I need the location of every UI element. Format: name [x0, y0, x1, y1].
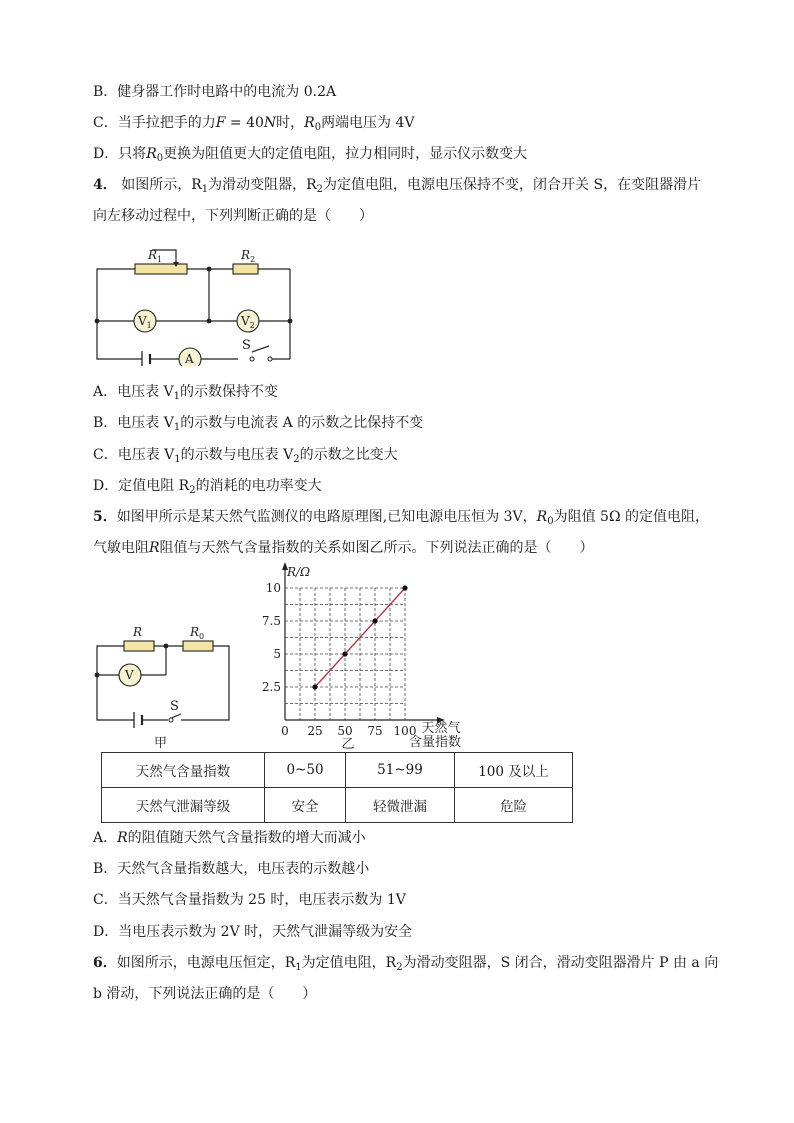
y-tick-label: 7.5: [261, 614, 281, 628]
q5-circuit-diagram: [88, 622, 238, 752]
table-cell: 天然气泄漏等级: [102, 788, 265, 823]
q6-stem-line1: 6．如图所示，电源电压恒定，$R_1$为定值电阻，$R_2$为滑动变阻器，S 闭合，滑动变阻器滑片 P 由 a 向: [93, 955, 719, 973]
table-row: [102, 788, 573, 823]
q3-option-c: C．当手拉把手的力F = 40N时，$R_0$两端电压为 4V: [93, 115, 415, 133]
table-cell: 轻微泄漏: [346, 788, 455, 823]
x-axis-label: 天然气: [421, 721, 461, 736]
table-row: [102, 753, 573, 788]
q4-switch-icon: [250, 357, 254, 361]
svg-text:R0: $R_0$: [190, 625, 205, 641]
svg-text:V1: $V_1$: [138, 314, 152, 330]
q5-option-b: B．天然气含量指数越大，电压表的示数越小: [93, 861, 370, 877]
svg-text:R: R: [133, 625, 143, 639]
q5-option-a: A．R的阻值随天然气含量指数的增大而减小: [93, 830, 366, 846]
q5-leak-level-table: [101, 752, 573, 823]
table-cell: 危险: [455, 788, 573, 823]
svg-text:R2: $R_2$: [241, 248, 256, 264]
q4-option-c: C．电压表 $V_1$的示数与电压表 $V_2$的示数之比变大: [93, 447, 398, 465]
q5-r0-resistor: [183, 641, 213, 651]
x-tick-label: 75: [367, 724, 383, 738]
q6-stem-line2: b 滑动，下列说法正确的是（ ）: [93, 986, 317, 1002]
table-cell: 天然气含量指数: [102, 753, 265, 788]
y-axis-label: R/Ω: [287, 565, 311, 579]
svg-text:V: V: [125, 668, 134, 682]
q4-circuit-diagram: [90, 238, 300, 366]
q5-stem-line2: 气敏电阻R阻值与天然气含量指数的关系如图乙所示。下列说法正确的是（ ）: [93, 540, 594, 556]
table-cell: 100 及以上: [455, 753, 573, 788]
q3-option-b: B．健身器工作时电路中的电流为 0.2A: [93, 84, 337, 100]
svg-text:S: S: [170, 699, 179, 714]
table-cell: 0~50: [265, 753, 346, 788]
x-axis-label: 含量指数: [408, 735, 462, 750]
q5-stem-line1: 5．如图甲所示是某天然气监测仪的电路原理图,已知电源电压恒为 3V，$R_0$为阻值 5Ω 的定值电阻，: [93, 509, 710, 527]
data-point: [372, 618, 377, 623]
q3-option-d: D．只将$R_0$更换为阻值更大的定值电阻，拉力相同时，显示仪示数变大: [93, 146, 528, 164]
chart-caption: 乙: [341, 737, 355, 752]
q5-switch-icon: [169, 718, 173, 722]
data-point: [402, 585, 407, 590]
q5-option-c: C．当天然气含量指数为 25 时，电压表示数为 1V: [93, 892, 406, 908]
q5-graph-chart: [258, 562, 483, 752]
table-cell: 安全: [265, 788, 346, 823]
y-tick-label: 10: [265, 581, 281, 595]
q4-stem-line2: 向左移动过程中，下列判断正确的是（ ）: [93, 208, 373, 224]
y-tick-label: 5: [273, 647, 281, 661]
q4-option-d: D．定值电阻 $R_2$的消耗的电功率变大: [93, 478, 322, 496]
svg-text:R1: $R_1$: [148, 248, 163, 264]
q4-r1-resistor: [135, 264, 187, 274]
q5-chart-labels: [262, 565, 461, 752]
svg-text:A: A: [185, 352, 194, 366]
table-cell: 51~99: [346, 753, 455, 788]
x-tick-label: 50: [337, 724, 353, 738]
data-point: [342, 651, 347, 656]
x-tick-label: 0: [281, 724, 289, 738]
q5-option-d: D．当电压表示数为 2V 时，天然气泄漏等级为安全: [93, 924, 413, 940]
x-tick-label: 25: [307, 724, 323, 738]
q5-chart-axes: [282, 562, 445, 723]
q5-r-resistor: [124, 641, 154, 651]
y-tick-label: 2.5: [261, 680, 281, 694]
svg-text:S: S: [242, 338, 251, 353]
svg-text:甲: 甲: [154, 736, 168, 751]
q4-stem-line1: 4． 如图所示，$R_1$为滑动变阻器，$R_2$为定值电阻，电源电压保持不变，闭合开关 S，在变阻器滑片: [93, 177, 702, 195]
q4-option-a: A．电压表 $V_1$的示数保持不变: [93, 384, 279, 402]
q4-r2-resistor: [233, 264, 258, 274]
x-tick-label: 100: [393, 724, 417, 738]
data-point: [312, 684, 317, 689]
q4-option-b: B．电压表 $V_1$的示数与电流表 A 的示数之比保持不变: [93, 415, 424, 433]
svg-text:V2: $V_2$: [241, 314, 255, 330]
